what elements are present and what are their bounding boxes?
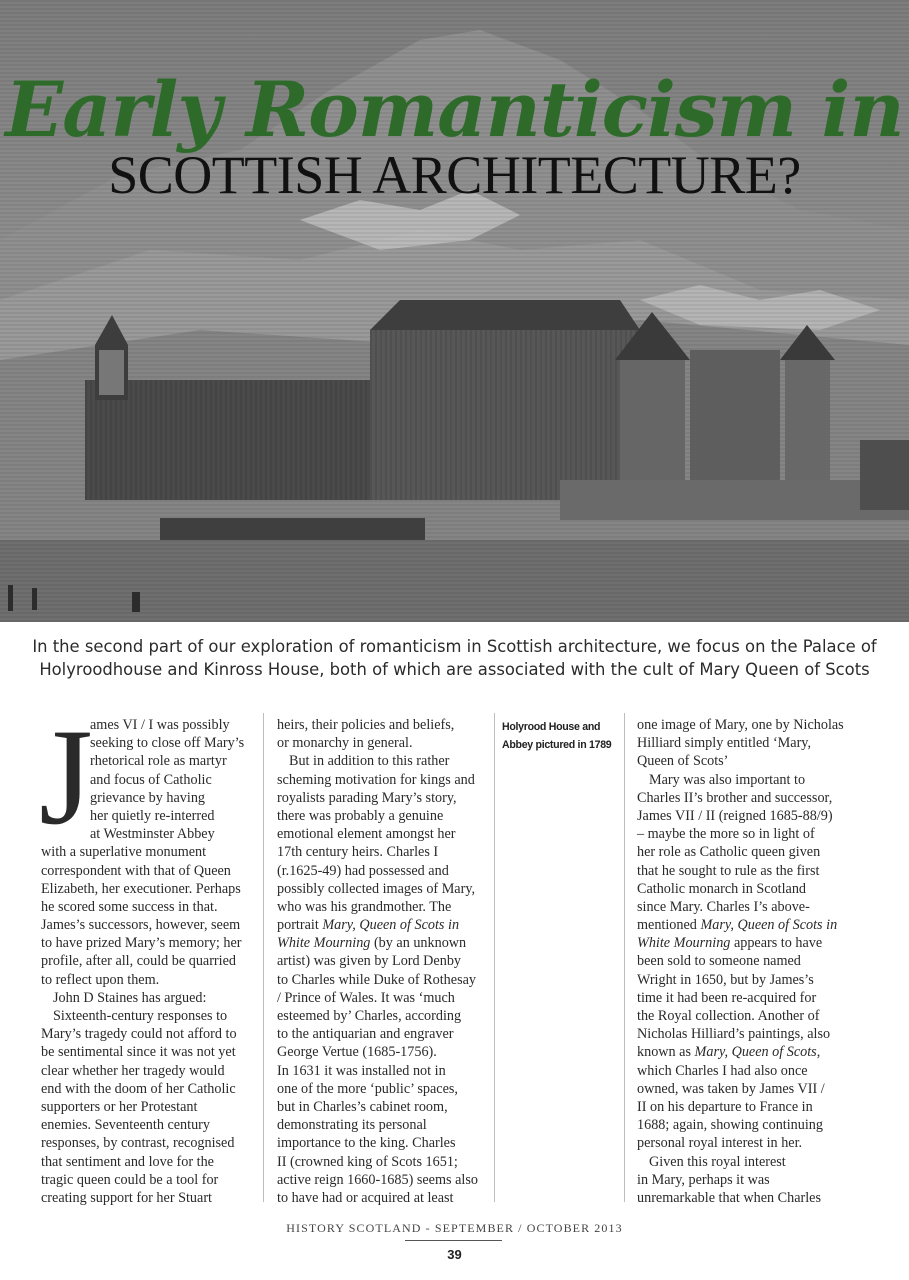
text-line: II on his departure to France in	[637, 1098, 813, 1115]
text-line: Hilliard simply entitled ‘Mary,	[637, 735, 812, 752]
text-line: James VII / II (reigned 1685-88/9)	[637, 807, 833, 824]
column-divider	[624, 713, 625, 1202]
artwork-title: Mary, Queen of Scots in	[322, 917, 460, 934]
text-line: profile, after all, could be quarried	[41, 953, 236, 970]
text-line: her quietly re-interred	[90, 807, 215, 824]
text-line: but in Charles’s cabinet room,	[277, 1098, 448, 1115]
text-segment: mentioned	[637, 917, 697, 934]
text-line: to reflect upon them.	[41, 971, 160, 988]
text-line: her role as Catholic queen given	[637, 844, 821, 861]
text-line: heirs, their policies and beliefs,	[277, 717, 455, 733]
text-line: with a superlative monument	[41, 844, 207, 861]
text-line: Wright in 1650, but by James’s	[637, 971, 814, 988]
text-line: royalists parading Mary’s story,	[277, 789, 457, 806]
text-line: active reign 1660-1685) seems also	[277, 1171, 478, 1188]
text-line: (r.1625-49) had possessed and	[277, 862, 449, 879]
article-column-2	[277, 716, 478, 1207]
text-line: owned, was taken by James VII /	[637, 1080, 825, 1097]
text-segment: appears to have	[733, 935, 823, 952]
text-line: unremarkable that when Charles	[637, 1189, 821, 1206]
column-divider	[263, 713, 264, 1202]
text-line: Mary was also important to	[649, 771, 806, 788]
text-line: to the antiquarian and engraver	[277, 1026, 454, 1043]
text-line: there was probably a genuine	[277, 807, 444, 824]
text-line: Mary’s tragedy could not afford to	[41, 1026, 237, 1043]
text-line: the Royal collection. Another of	[637, 1008, 820, 1024]
text-line: Sixteenth-century responses to	[53, 1008, 228, 1024]
text-line: ames VI / I was possibly	[90, 717, 230, 733]
text-line: In 1631 it was installed not in	[277, 1062, 446, 1079]
artwork-title: Mary, Queen of Scots in	[700, 917, 838, 934]
text-line: possibly collected images of Mary,	[277, 880, 476, 897]
text-segment: portrait	[277, 917, 319, 934]
column-divider	[494, 713, 495, 1202]
text-line: seeking to close off Mary’s	[90, 735, 245, 752]
text-segment: ,	[816, 1044, 821, 1061]
text-line: artist) was given by Lord Denby	[277, 953, 462, 970]
text-line: responses, by contrast, recognised	[41, 1135, 235, 1152]
text-line: and focus of Catholic	[90, 771, 212, 788]
text-line: who was his grandmother. The	[277, 898, 452, 915]
headline-line-1: Early Romanticism in	[5, 65, 904, 154]
text-line	[277, 934, 478, 952]
text-line: since Mary. Charles I’s above-	[637, 898, 810, 915]
text-line	[637, 1043, 844, 1061]
text-line: in Mary, perhaps it was	[637, 1171, 770, 1188]
artwork-title: White Mourning	[277, 935, 371, 952]
text-line: to have had or acquired at least	[277, 1189, 454, 1206]
text-line: Given this royal interest	[649, 1153, 786, 1170]
text-line: he scored some success in that.	[41, 898, 218, 915]
text-line: James’s successors, however, seem	[41, 917, 241, 934]
text-line: one image of Mary, one by Nicholas	[637, 717, 844, 733]
text-line: that he sought to rule as the first	[637, 862, 820, 879]
text-line: end with the doom of her Catholic	[41, 1080, 236, 1097]
text-line: scheming motivation for kings and	[277, 771, 475, 788]
text-line: grievance by having	[90, 789, 206, 806]
text-line: to have prized Mary’s memory; her	[41, 935, 242, 952]
standfirst: In the second part of our exploration of romanticism in Scottish architecture, we focus on the Palace of Holyroodhouse and Kinross House, both of which are associated with the cult of Mary Queen of Scots	[32, 637, 877, 679]
text-line: to Charles while Duke of Rothesay	[277, 971, 476, 988]
running-footer: HISTORY SCOTLAND - SEPTEMBER / OCTOBER 2013	[286, 1221, 623, 1235]
text-line: time it had been re-acquired for	[637, 989, 817, 1006]
text-line: Charles II’s brother and successor,	[637, 789, 833, 806]
text-line: supporters or her Protestant	[41, 1098, 198, 1115]
text-line: been sold to someone named	[637, 953, 801, 970]
text-line: II (crowned king of Scots 1651;	[277, 1153, 458, 1170]
text-line: or monarchy in general.	[277, 735, 413, 752]
text-line: rhetorical role as martyr	[90, 753, 227, 770]
text-line: George Vertue (1685-1756).	[277, 1044, 437, 1061]
text-line: Catholic monarch in Scotland	[637, 880, 807, 897]
text-line: clear whether her tragedy would	[41, 1062, 225, 1079]
text-line: tragic queen could be a tool for	[41, 1171, 219, 1188]
text-line: Elizabeth, her executioner. Perhaps	[41, 880, 241, 897]
text-line: / Prince of Wales. It was ‘much	[277, 989, 455, 1006]
caption-line: Holyrood House and	[502, 721, 601, 733]
text-line: one of the more ‘public’ spaces,	[277, 1080, 458, 1097]
text-line: demonstrating its personal	[277, 1117, 427, 1134]
footer-divider	[405, 1240, 502, 1241]
text-line: Nicholas Hilliard’s paintings, also	[637, 1026, 831, 1043]
headline-line-2: SCOTTISH ARCHITECTURE?	[108, 145, 801, 205]
text-line: importance to the king. Charles	[277, 1135, 456, 1152]
text-line	[637, 916, 844, 934]
article-column-3	[637, 716, 844, 1207]
text-line: at Westminster Abbey	[90, 826, 215, 843]
page-number: 39	[447, 1247, 462, 1262]
text-line: correspondent with that of Queen	[41, 862, 231, 879]
text-line: which Charles I had also once	[637, 1062, 808, 1079]
artwork-title: White Mourning	[637, 935, 731, 952]
text-line: But in addition to this rather	[289, 753, 450, 770]
text-line: esteemed by’ Charles, according	[277, 1008, 462, 1024]
artwork-title: Mary, Queen of Scots	[694, 1044, 817, 1061]
text-line: 1688; again, showing continuing	[637, 1117, 823, 1134]
caption-line: Abbey pictured in 1789	[502, 739, 612, 751]
text-line	[277, 916, 478, 934]
text-line: John D Staines has argued:	[53, 989, 207, 1006]
text-line: personal royal interest in her.	[637, 1135, 803, 1152]
text-line: that sentiment and love for the	[41, 1153, 214, 1170]
text-segment: known as	[637, 1044, 691, 1061]
text-line: – maybe the more so in light of	[637, 826, 815, 843]
text-line: 17th century heirs. Charles I	[277, 844, 439, 861]
text-segment: (by an unknown	[373, 935, 467, 952]
text-line: emotional element amongst her	[277, 826, 456, 843]
text-line	[637, 934, 844, 952]
article-column-1	[41, 716, 244, 1207]
text-line: be sentimental since it was not yet	[41, 1044, 236, 1061]
text-line: creating support for her Stuart	[41, 1189, 212, 1206]
text-line: enemies. Seventeenth century	[41, 1117, 211, 1134]
drop-cap: J	[39, 700, 93, 853]
image-caption	[502, 718, 612, 754]
text-line: Queen of Scots’	[637, 753, 729, 770]
